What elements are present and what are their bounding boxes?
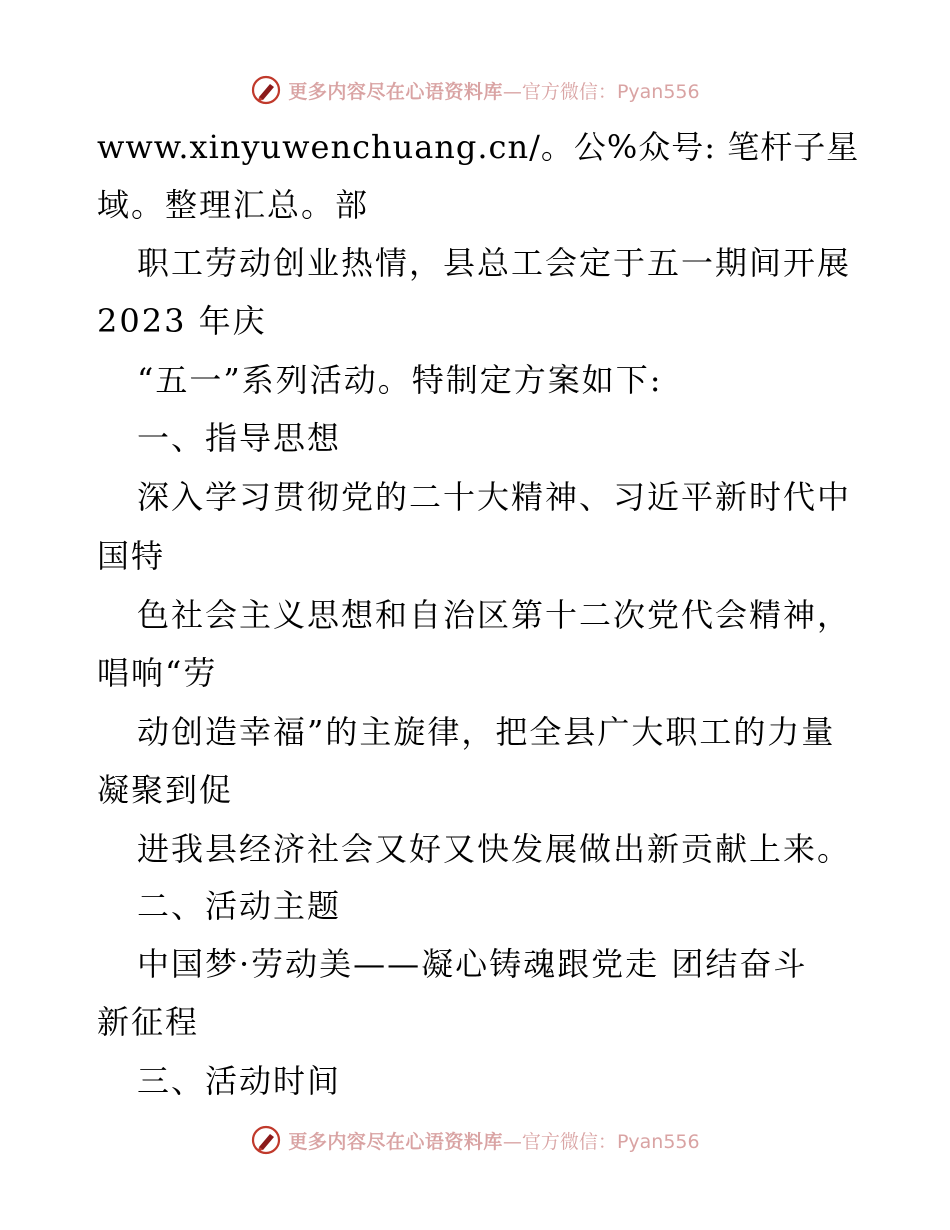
- paragraph-line: 凝聚到促: [97, 771, 234, 809]
- section-heading: 二、活动主题: [137, 887, 342, 925]
- paragraph-line: 2023 年庆: [97, 302, 267, 340]
- paragraph-line: 国特: [97, 537, 166, 575]
- header-watermark-text: 更多内容尽在心语资料库—官方微信：Pyan556: [288, 80, 700, 103]
- paragraph-line: 唱响“劳: [97, 654, 218, 692]
- paragraph-line: 职工劳动创业热情，县总工会定于五一期间开展: [137, 244, 852, 282]
- paragraph-line: “五一”系列活动。特制定方案如下:: [137, 361, 663, 399]
- paragraph-line: 中国梦·劳动美——凝心铸魂跟党走 团结奋斗: [137, 945, 808, 983]
- footer-watermark: [0, 1120, 950, 1160]
- footer-watermark-text: 更多内容尽在心语资料库—官方微信：Pyan556: [288, 1130, 700, 1153]
- paragraph-line: www.xinyuwenchuang.cn/。公%众号: 笔杆子星: [97, 128, 860, 166]
- paragraph-line: 新征程: [97, 1003, 200, 1041]
- paragraph-line: 域。整理汇总。部: [97, 186, 370, 224]
- paragraph-line: 动创造幸福”的主旋律，把全县广大职工的力量: [137, 713, 836, 751]
- paragraph-line: 进我县经济社会又好又快发展做出新贡献上来。: [137, 830, 852, 868]
- header-watermark: [0, 70, 950, 110]
- paragraph-line: 色社会主义思想和自治区第十二次党代会精神，: [137, 596, 852, 634]
- paragraph-line: 深入学习贯彻党的二十大精神、习近平新时代中: [137, 478, 852, 516]
- pen-logo-icon: [250, 1124, 282, 1156]
- pen-logo-icon: [250, 74, 282, 106]
- section-heading: 三、活动时间: [137, 1062, 342, 1100]
- section-heading: 一、指导思想: [137, 419, 342, 457]
